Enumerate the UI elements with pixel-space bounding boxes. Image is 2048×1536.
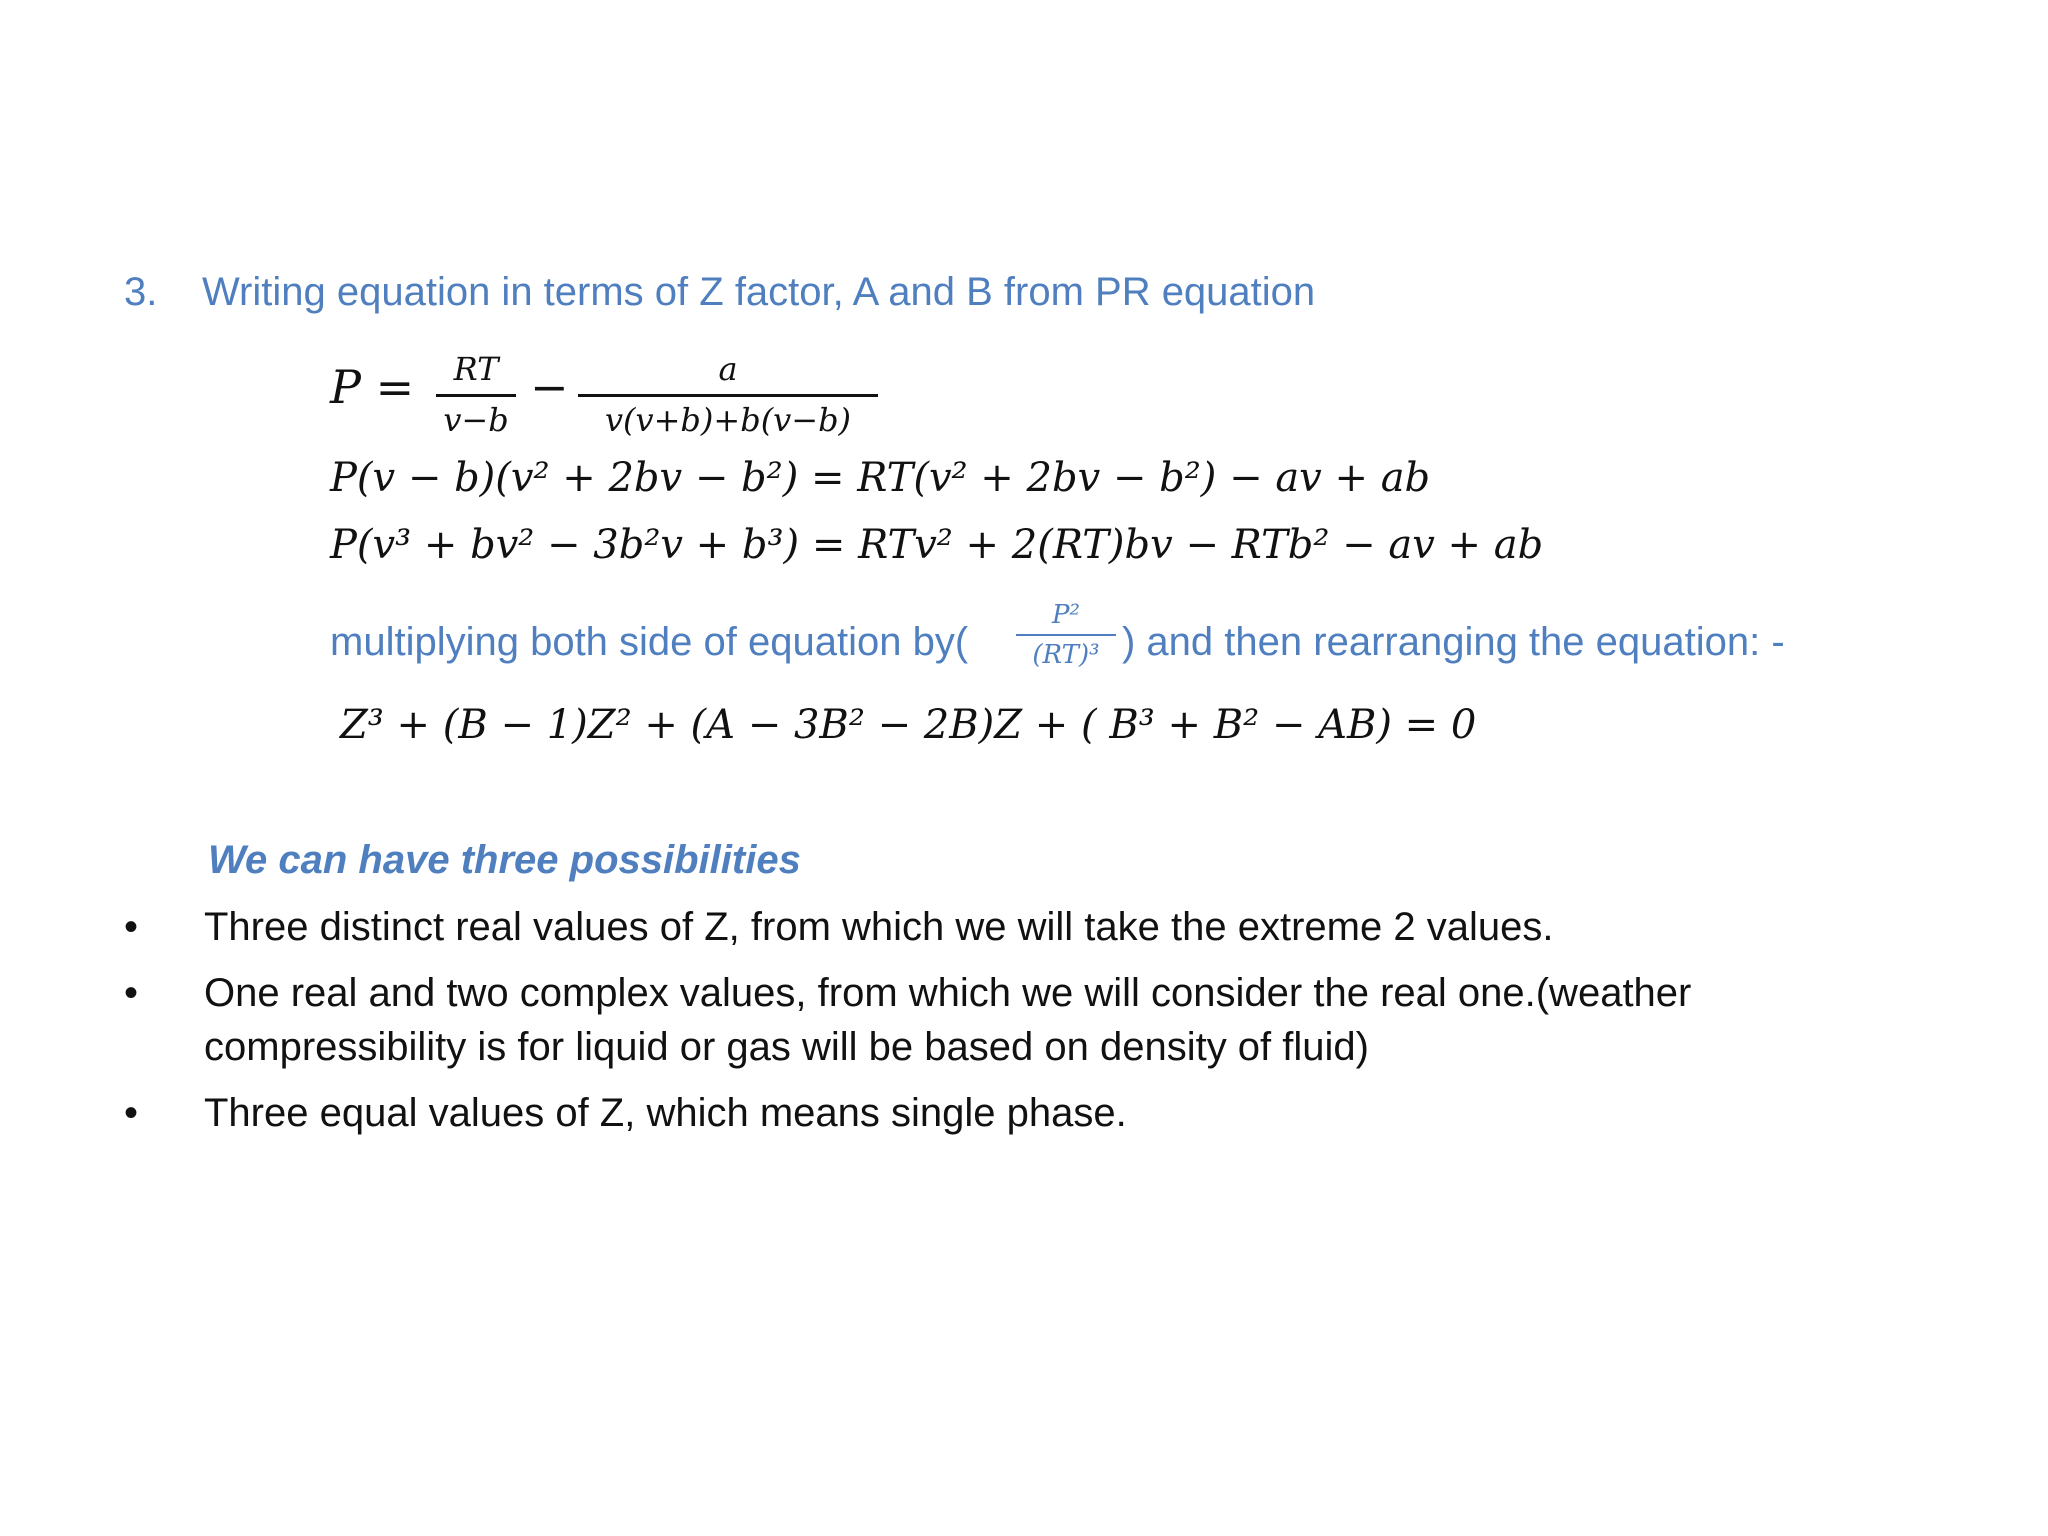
- minus-operator: −: [530, 360, 569, 414]
- section-number: 3.: [124, 270, 158, 314]
- fraction-denominator: v(v+b)+b(v−b): [604, 401, 852, 439]
- fraction-a-over-denominator: [578, 350, 878, 439]
- list-item-text: Three equal values of Z, which means single phase.: [204, 1091, 1127, 1135]
- list-item-text: One real and two complex values, from which we will consider the real one.(weather compressibility is for liquid or gas will be based on density of fluid): [204, 971, 1692, 1069]
- fraction-numerator: RT: [453, 350, 499, 388]
- bullet-marker: •: [124, 971, 139, 1015]
- possibilities-list: [124, 900, 1924, 1152]
- multiply-text-before: multiplying both side of equation by(: [330, 620, 969, 664]
- fraction-numerator: P²: [1052, 600, 1080, 630]
- equation-cubic-z: Z³ + (B − 1)Z² + (A − 3B² − 2B)Z + ( B³ + B² − AB) = 0: [340, 702, 1477, 748]
- fraction-rt-over-v-minus-b: [436, 350, 516, 439]
- section-heading: [124, 270, 1315, 315]
- bullet-marker: •: [124, 905, 139, 949]
- list-item: [124, 900, 1924, 954]
- fraction-bar: [1016, 634, 1116, 636]
- bullet-marker: •: [124, 1091, 139, 1135]
- section-heading-text: Writing equation in terms of Z factor, A and B from PR equation: [202, 270, 1316, 314]
- fraction-denominator: (RT)³: [1032, 640, 1100, 670]
- fraction-denominator: v−b: [443, 401, 509, 439]
- equation-pr-lhs: P =: [330, 360, 415, 414]
- equation-polynomial: P(v³ + bv² − 3b²v + b³) = RTv² + 2(RT)bv − RTb² − av + ab: [330, 522, 1544, 568]
- list-item-text: Three distinct real values of Z, from which we will take the extreme 2 values.: [204, 905, 1554, 949]
- possibilities-subheading: We can have three possibilities: [208, 838, 801, 882]
- fraction-numerator: a: [718, 350, 738, 388]
- multiply-text-after: ) and then rearranging the equation: -: [1122, 620, 1785, 664]
- list-item: [124, 966, 1924, 1074]
- equation-expanded: P(v − b)(v² + 2bv − b²) = RT(v² + 2bv − b²) − av + ab: [330, 455, 1431, 501]
- list-item: [124, 1086, 1924, 1140]
- fraction-p2-over-rt3: [1016, 600, 1116, 670]
